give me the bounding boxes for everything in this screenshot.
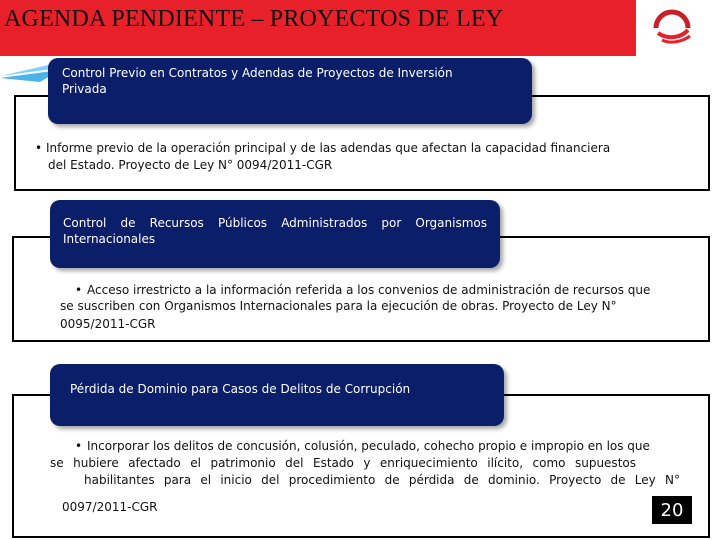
section-1-line-2: del Estado. Proyecto de Ley N° 0094/2011-CGR bbox=[48, 158, 333, 172]
section-1-heading-panel bbox=[48, 58, 532, 124]
section-2-line-2: se suscriben con Organismos Internacionales para la ejecución de obras. Proyecto de Ley N° bbox=[60, 299, 617, 313]
section-3-line-2: se hubiere afectado el patrimonio del Estado y enriquecimiento ilícito, como supuestos bbox=[50, 456, 636, 470]
section-3-line-3: habilitantes para el inicio del procedimiento de pérdida de dominio. Proyecto de Ley N° bbox=[84, 473, 680, 487]
section-3-line-1: Incorporar los delitos de concusión, colusión, peculado, cohecho propio e impropio en los que bbox=[87, 439, 650, 453]
section-3-heading: Pérdida de Dominio para Casos de Delitos de Corrupción bbox=[70, 382, 411, 396]
slide-title: AGENDA PENDIENTE – PROYECTOS DE LEY bbox=[4, 6, 504, 32]
section-2-line-3: 0095/2011-CGR bbox=[60, 317, 156, 331]
section-2-bullet: • bbox=[75, 283, 83, 297]
organization-logo-icon bbox=[648, 6, 696, 50]
section-1-heading: Control Previo en Contratos y Adendas de Proyectos de Inversión Privada bbox=[62, 66, 453, 96]
section-3-heading-panel bbox=[50, 364, 504, 426]
section-2-heading: Control de Recursos Públicos Administrados por Organismos Internacionales bbox=[63, 216, 487, 246]
section-2-heading-panel bbox=[50, 200, 500, 268]
section-3-bullet: • bbox=[75, 439, 83, 453]
section-1-bullet: • bbox=[35, 141, 43, 155]
section-3-line-4: 0097/2011-CGR bbox=[62, 500, 158, 514]
page-number: 20 bbox=[652, 496, 692, 524]
section-2-line-1: Acceso irrestricto a la información referida a los convenios de administración de recursos que bbox=[87, 283, 651, 297]
section-1-line-1: Informe previo de la operación principal y de las adendas que afectan la capacidad financiera bbox=[46, 141, 611, 155]
